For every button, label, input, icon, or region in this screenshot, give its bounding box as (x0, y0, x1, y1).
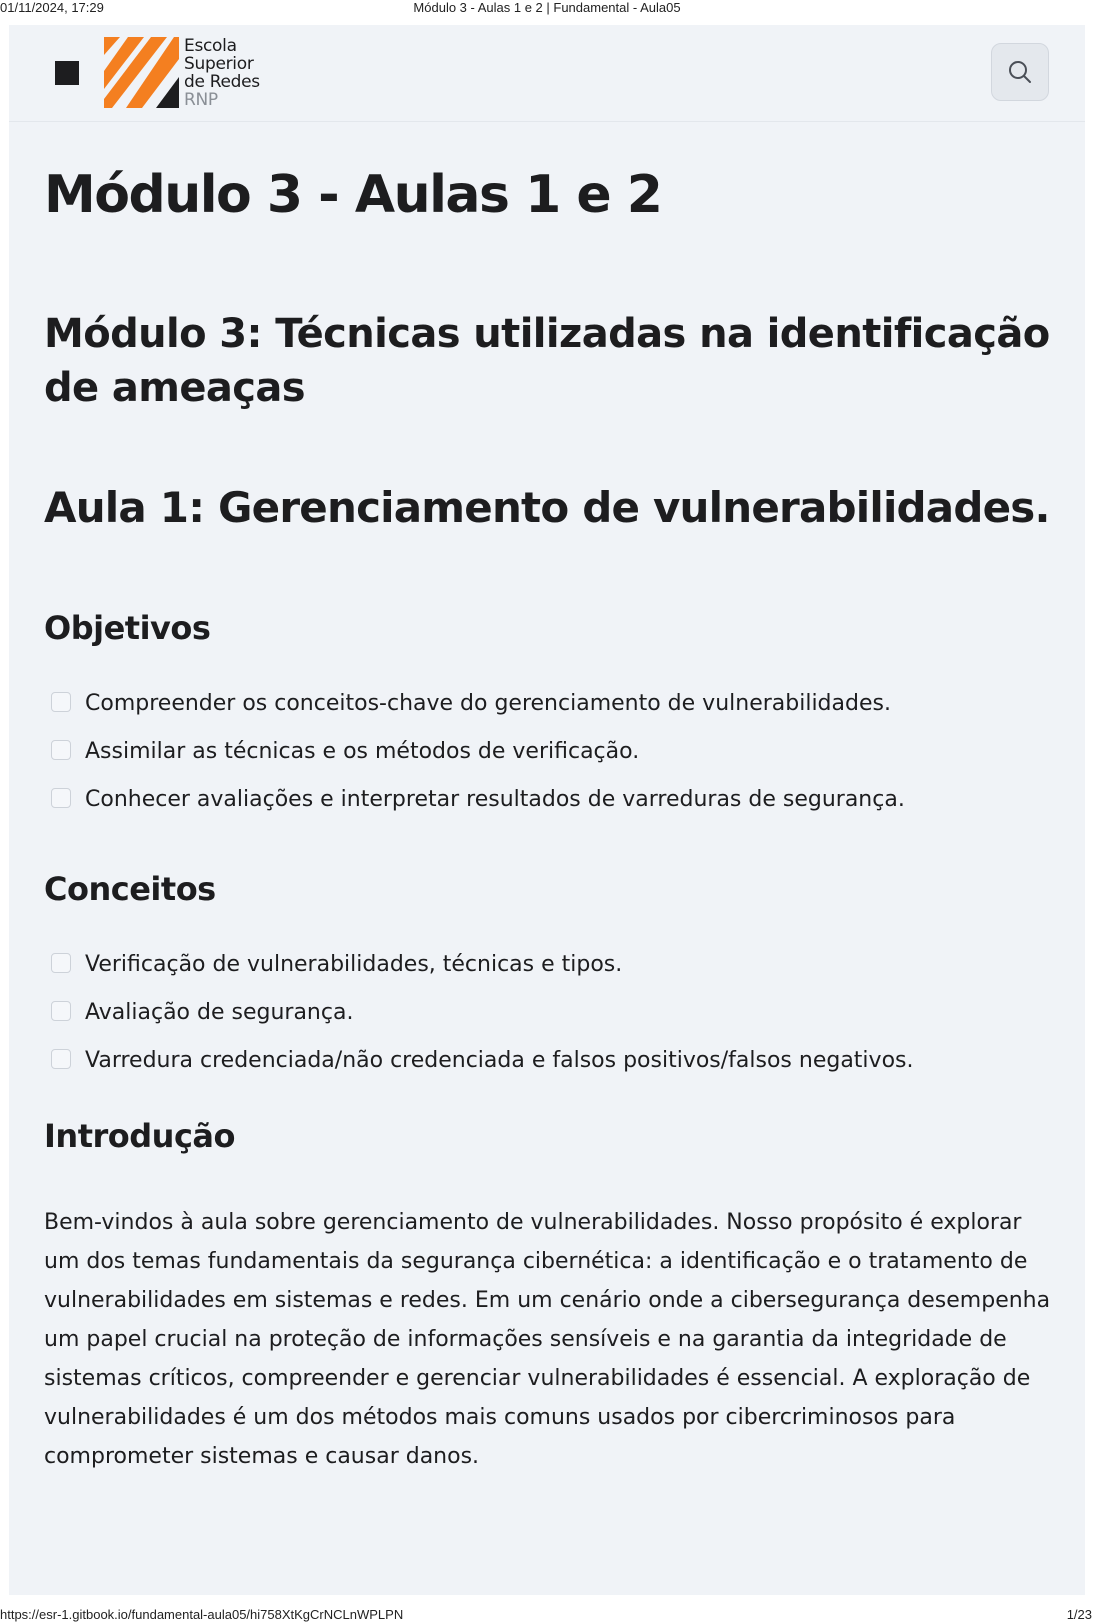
logo-line-2: Superior (184, 54, 254, 74)
menu-icon[interactable] (55, 61, 79, 85)
search-icon (1007, 59, 1033, 85)
checkbox[interactable] (51, 1049, 71, 1069)
intro-heading: Introdução (44, 1117, 235, 1155)
module-heading: Módulo 3: Técnicas utilizadas na identificação de ameaças (44, 311, 1050, 411)
logo-line-3: de Redes (184, 72, 260, 92)
objective-label: Compreender os conceitos-chave do gerenciamento de vulnerabilidades. (85, 691, 891, 716)
print-header (0, 0, 1094, 16)
checkbox[interactable] (51, 740, 71, 760)
objectives-list (44, 687, 1044, 831)
print-page-number: 1/23 (1066, 1607, 1092, 1622)
checkbox[interactable] (51, 953, 71, 973)
objective-label: Conhecer avaliações e interpretar resultados de varreduras de segurança. (85, 787, 905, 812)
top-bar (9, 25, 1085, 122)
concept-label: Avaliação de segurança. (85, 1000, 354, 1025)
concept-item (44, 1044, 1044, 1092)
intro-paragraph: Bem-vindos à aula sobre gerenciamento de vulnerabilidades. Nosso propósito é explorar um dos temas fundamentais da segurança cibernética: a identificação e o tratamento de vulnerabilidades em sistemas e redes. Em um cenário onde a cibersegurança desempenha um papel crucial na proteção de informações sensíveis e na garantia da integridade de sistemas críticos, compreender e gerenciar vulnerabilidades é essencial. A exploração de vulnerabilidades é um dos métodos mais comuns usados por cibercriminosos para comprometer sistemas e causar danos. (44, 1210, 1051, 1469)
checkbox[interactable] (51, 1001, 71, 1021)
search-button[interactable] (991, 43, 1049, 101)
logo-mark-icon (104, 37, 184, 109)
logo-line-1: Escola (184, 36, 237, 56)
objective-item (44, 687, 1044, 735)
concept-label: Varredura credenciada/não credenciada e falsos positivos/falsos negativos. (85, 1048, 914, 1073)
lesson-heading: Aula 1: Gerenciamento de vulnerabilidades. (44, 483, 1050, 532)
logo-line-4: RNP (184, 90, 218, 110)
page-title: Módulo 3 - Aulas 1 e 2 (44, 165, 662, 225)
checkbox[interactable] (51, 788, 71, 808)
concept-item (44, 948, 1044, 996)
concepts-heading: Conceitos (44, 870, 216, 908)
print-url: https://esr-1.gitbook.io/fundamental-aula05/hi758XtKgCrNCLnWPLPN (0, 1607, 404, 1622)
objective-label: Assimilar as técnicas e os métodos de verificação. (85, 739, 640, 764)
concept-label: Verificação de vulnerabilidades, técnicas e tipos. (85, 952, 623, 977)
logo[interactable] (104, 37, 264, 109)
logo-text (184, 37, 260, 109)
objective-item (44, 735, 1044, 783)
print-doc-title: Módulo 3 - Aulas 1 e 2 | Fundamental - Aula05 (413, 0, 681, 15)
print-datetime: 01/11/2024, 17:29 (0, 0, 104, 15)
print-footer (0, 1607, 1094, 1623)
page-container (9, 25, 1085, 1595)
concepts-list (44, 948, 1044, 1092)
objective-item (44, 783, 1044, 831)
concept-item (44, 996, 1044, 1044)
objectives-heading: Objetivos (44, 609, 211, 647)
checkbox[interactable] (51, 692, 71, 712)
